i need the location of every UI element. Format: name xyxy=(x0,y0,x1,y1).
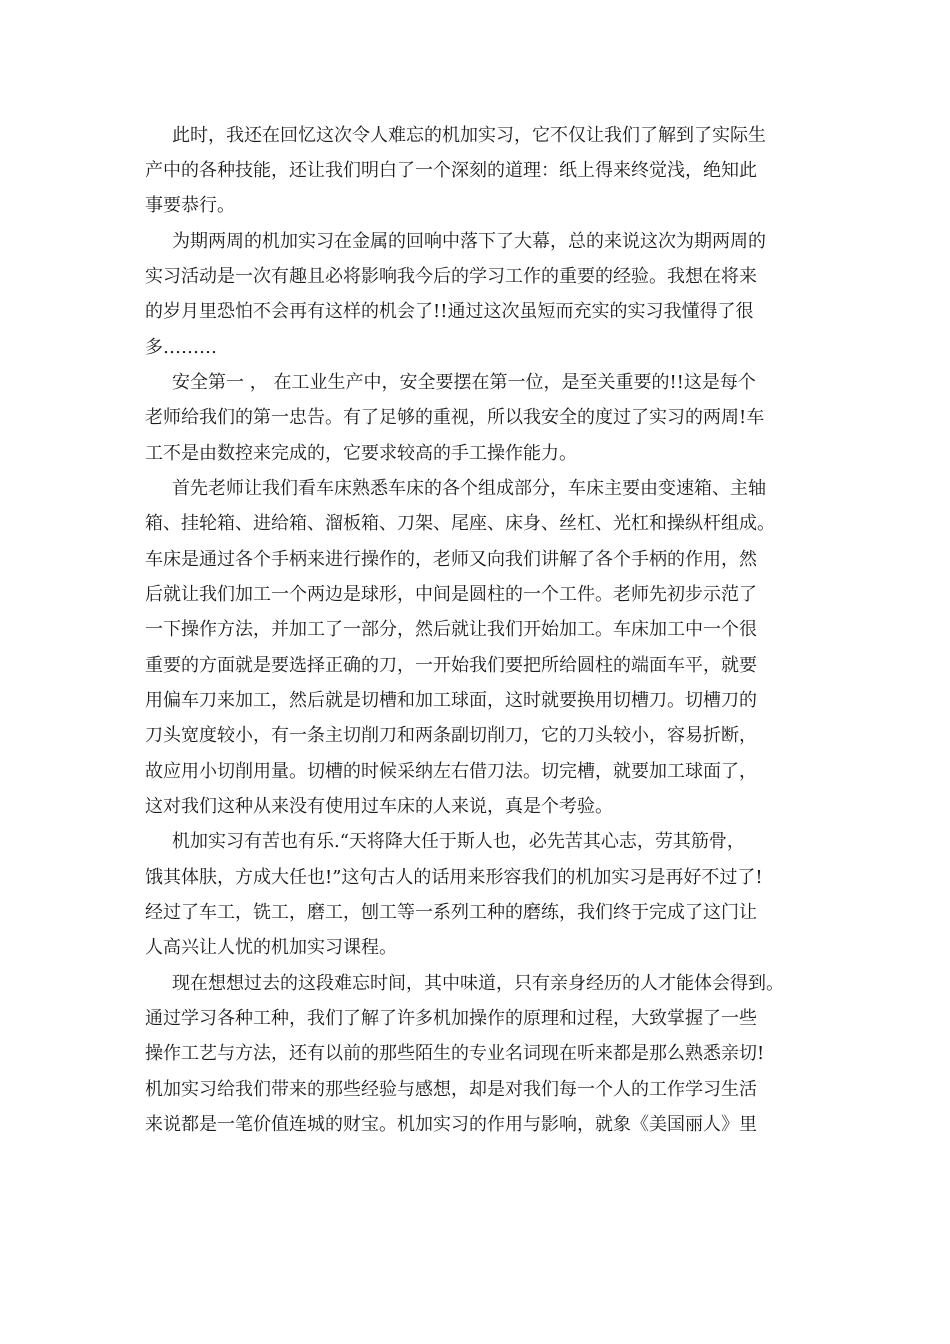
text-line: 为期两周的机加实习在金属的回响中落下了大幕，总的来说这次为期两周的 xyxy=(172,231,766,252)
text-line: 车床是通过各个手柄来进行操作的，老师又向我们讲解了各个手柄的作用，然 xyxy=(145,549,757,570)
text-line: 机加实习有苦也有乐.“天将降大任于斯人也，必先苦其心志，劳其筋骨， xyxy=(172,831,745,852)
text-line: 后就让我们加工一个两边是球形，中间是圆柱的一个工件。老师先初步示范了 xyxy=(145,584,757,605)
text-line: 实习活动是一次有趣且必将影响我今后的学习工作的重要的经验。我想在将来 xyxy=(145,266,757,287)
text-line: 现在想想过去的这段难忘时间，其中味道，只有亲身经历的人才能体会得到。 xyxy=(172,973,784,994)
text-line: 这对我们这种从来没有使用过车床的人来说，真是个考验。 xyxy=(145,796,613,817)
text-line: 安全第一 ， 在工业生产中，安全要摆在第一位，是至关重要的!!这是每个 xyxy=(172,372,756,393)
text-line: 重要的方面就是要选择正确的刀，一开始我们要把所给圆柱的端面车平，就要 xyxy=(145,655,757,676)
text-line: 老师给我们的第一忠告。有了足够的重视，所以我安全的度过了实习的两周!车 xyxy=(145,407,765,428)
text-line: 首先老师让我们看车床熟悉车床的各个组成部分，车床主要由变速箱、主轴 xyxy=(172,478,766,499)
text-line: 来说都是一笔价值连城的财宝。机加实习的作用与影响，就象《美国丽人》里 xyxy=(145,1114,757,1135)
text-line: 产中的各种技能，还让我们明白了一个深刻的道理：纸上得来终觉浅，绝知此 xyxy=(145,160,757,181)
text-line: 刀头宽度较小，有一条主切削刀和两条副切削刀，它的刀头较小，容易折断， xyxy=(145,725,757,746)
text-line: 事要恭行。 xyxy=(145,195,235,216)
text-line: 多……… xyxy=(145,337,217,358)
text-line: 操作工艺与方法，还有以前的那些陌生的专业名词现在听来都是那么熟悉亲切! xyxy=(145,1043,765,1064)
text-line: 人高兴让人忧的机加实习课程。 xyxy=(145,937,397,958)
text-line: 的岁月里恐怕不会再有这样的机会了!!通过这次虽短而充实的实习我懂得了很 xyxy=(145,301,754,322)
text-line: 饿其体肤，方成大任也!”这句古人的话用来形容我们的机加实习是再好不过了! xyxy=(145,867,763,888)
text-line: 用偏车刀来加工，然后就是切槽和加工球面，这时就要换用切槽刀。切槽刀的 xyxy=(145,690,757,711)
text-line: 经过了车工，铣工，磨工，刨工等一系列工种的磨练，我们终于完成了这门让 xyxy=(145,902,757,923)
text-line: 通过学习各种工种，我们了解了许多机加操作的原理和过程，大致掌握了一些 xyxy=(145,1008,757,1029)
text-line: 一下操作方法，并加工了一部分，然后就让我们开始加工。车床加工中一个很 xyxy=(145,619,757,640)
text-line: 故应用小切削用量。切槽的时候采纳左右借刀法。切完槽，就要加工球面了， xyxy=(145,761,757,782)
text-line: 工不是由数控来完成的，它要求较高的手工操作能力。 xyxy=(145,443,577,464)
text-line: 机加实习给我们带来的那些经验与感想，却是对我们每一个人的工作学习生活 xyxy=(145,1079,757,1100)
text-line: 此时，我还在回忆这次令人难忘的机加实习，它不仅让我们了解到了实际生 xyxy=(172,125,766,146)
text-line: 箱、挂轮箱、进给箱、溜板箱、刀架、尾座、床身、丝杠、光杠和操纵杆组成。 xyxy=(145,513,775,534)
